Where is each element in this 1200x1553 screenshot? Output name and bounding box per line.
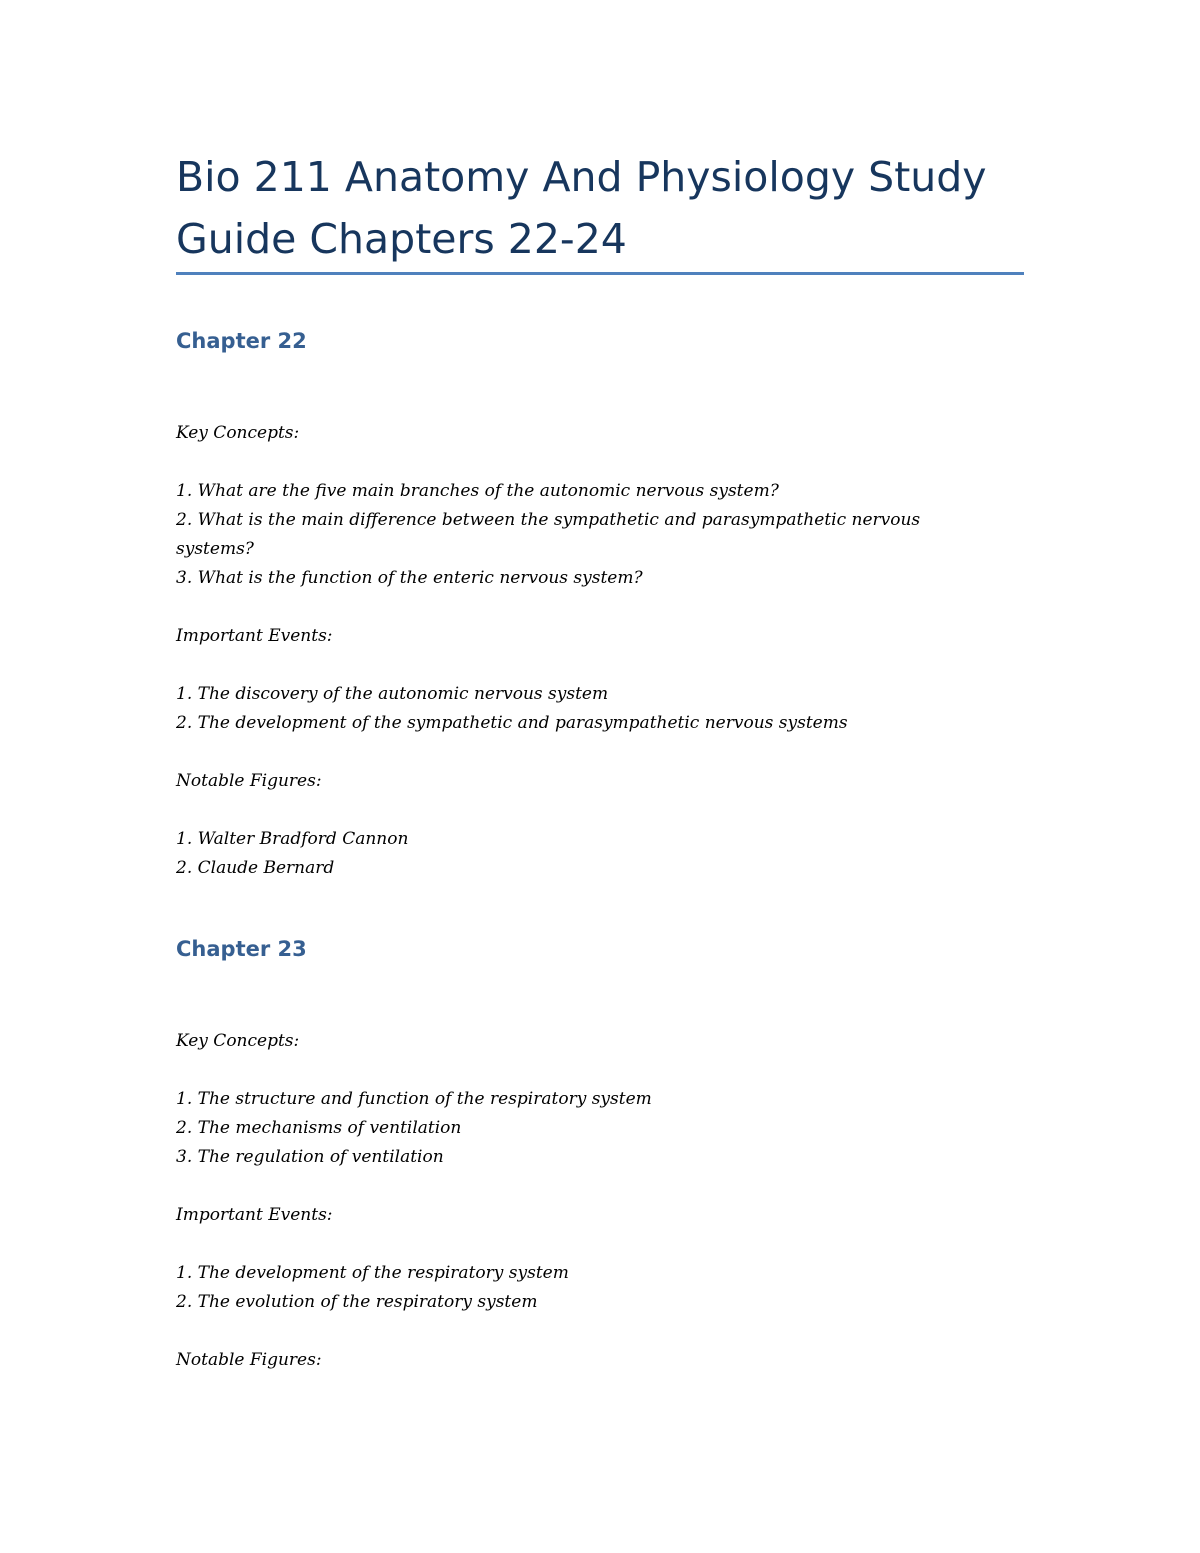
key-concept-item-continuation: systems? (176, 539, 254, 559)
notable-figures-label: Notable Figures: (176, 1350, 322, 1370)
notable-figure-item: 2. Claude Bernard (176, 858, 335, 878)
key-concept-item: 3. The regulation of ventilation (176, 1147, 444, 1167)
spacer (176, 1317, 976, 1346)
important-event-item: 2. The development of the sympathetic and parasympathetic nervous systems (176, 713, 848, 733)
chapter-23-heading: Chapter 23 (176, 937, 307, 961)
key-concept-item: 2. The mechanisms of ventilation (176, 1118, 462, 1138)
spacer (176, 651, 976, 680)
chapter-22-heading: Chapter 22 (176, 329, 307, 353)
notable-figures-label: Notable Figures: (176, 771, 322, 791)
spacer (176, 796, 976, 825)
key-concepts-label: Key Concepts: (176, 423, 300, 443)
spacer (176, 448, 976, 477)
key-concept-item: 2. What is the main difference between the sympathetic and parasympathetic nervous (176, 510, 921, 530)
important-events-label: Important Events: (176, 1205, 333, 1225)
important-event-item: 1. The development of the respiratory system (176, 1263, 569, 1283)
document-title (176, 146, 1036, 270)
spacer (176, 1230, 976, 1259)
important-events-label: Important Events: (176, 626, 333, 646)
key-concept-item: 1. The structure and function of the respiratory system (176, 1089, 652, 1109)
key-concepts-label: Key Concepts: (176, 1031, 300, 1051)
key-concept-item: 1. What are the five main branches of the autonomic nervous system? (176, 481, 779, 501)
spacer (176, 738, 976, 767)
chapter-22-body (176, 419, 976, 883)
important-event-item: 2. The evolution of the respiratory system (176, 1292, 538, 1312)
title-line-2: Guide Chapters 22-24 (176, 215, 627, 263)
spacer (176, 1056, 976, 1085)
spacer (176, 1172, 976, 1201)
title-line-1: Bio 211 Anatomy And Physiology Study (176, 153, 987, 201)
important-event-item: 1. The discovery of the autonomic nervous system (176, 684, 609, 704)
key-concept-item: 3. What is the function of the enteric nervous system? (176, 568, 643, 588)
title-underline-rule (176, 272, 1024, 275)
spacer (176, 593, 976, 622)
chapter-23-body (176, 1027, 976, 1375)
notable-figure-item: 1. Walter Bradford Cannon (176, 829, 409, 849)
